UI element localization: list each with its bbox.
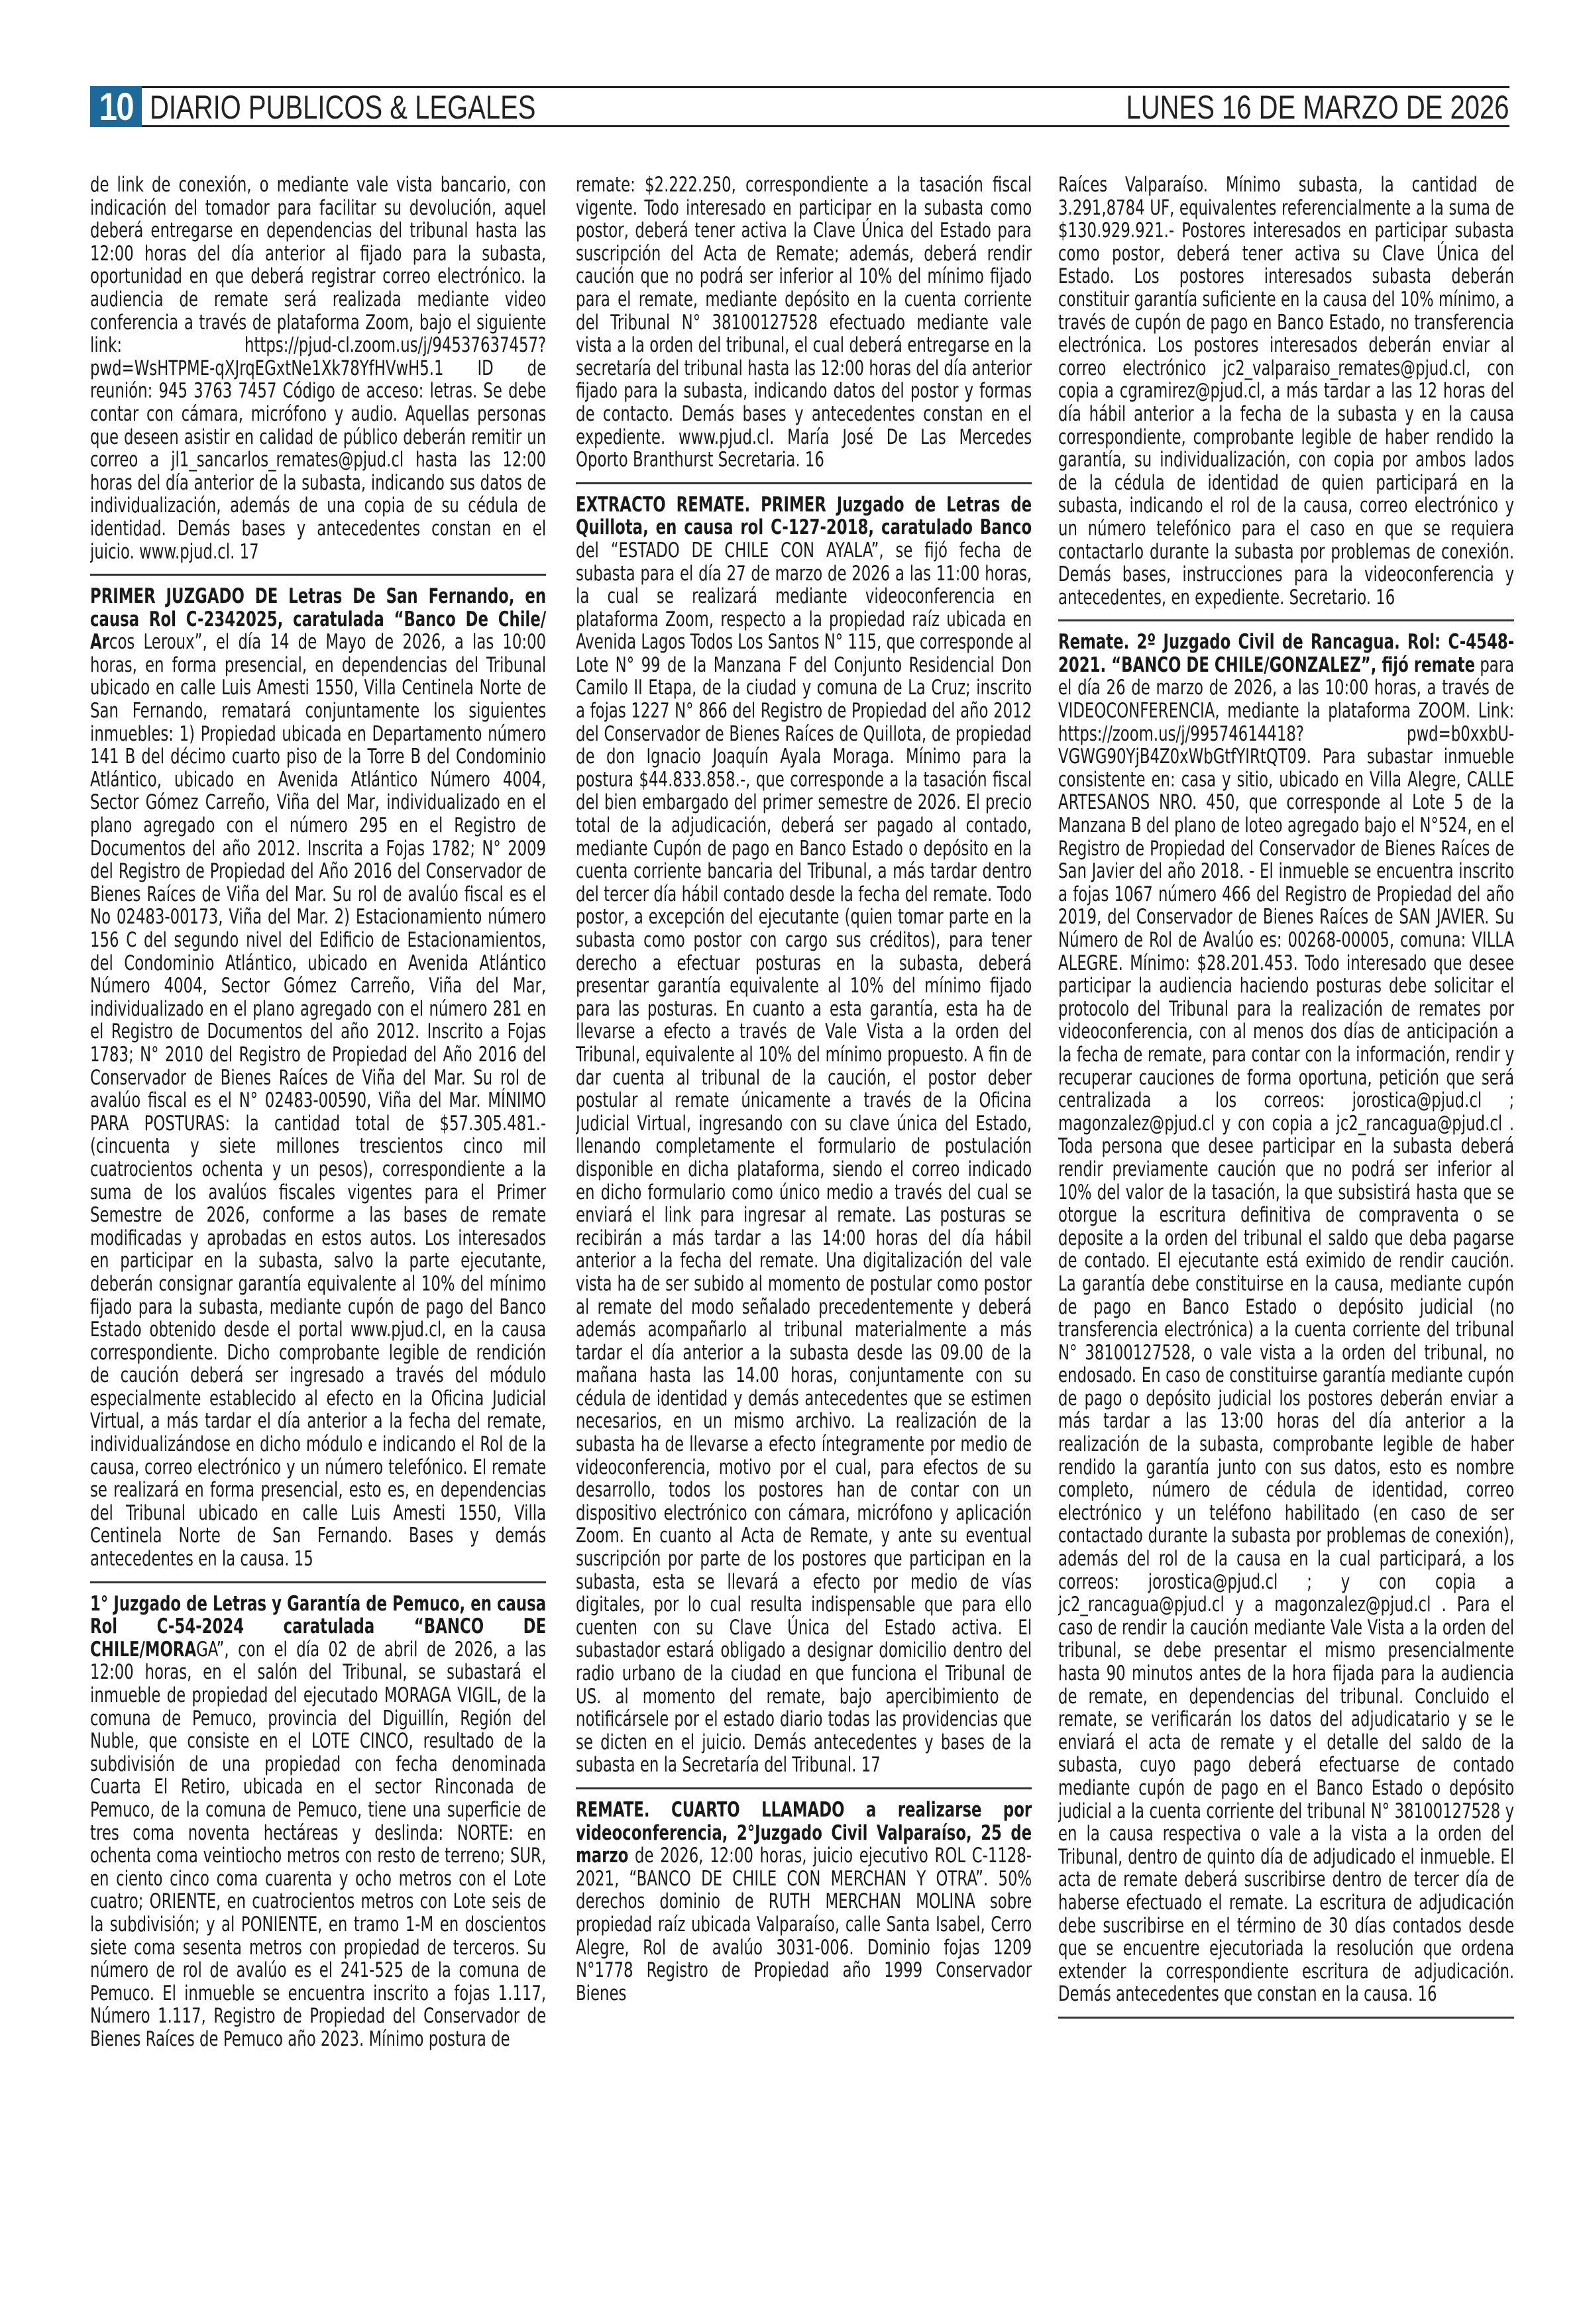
notice-heading: 1° Juzgado de Letras y Garantía de Pemuco, en causa Rol C-54-2024 caratulada “BANCO DE CHILE/MORA (90, 1591, 546, 1662)
legal-notice (1058, 631, 1514, 2006)
notice-body: cos Leroux”, el día 14 de Mayo de 2026, a las 10:00 horas, en forma presencial, en dependencias del Tribunal ubicado en calle Luis Amesti 1550, Villa Centinela Norte de San Fernando, rematará conjuntamente los siguientes inmuebles: 1) Propiedad ubicada en Departamento número 141 B del décimo cuarto piso de la Torre B del Condominio Atlántico, ubicado en Avenida Atlántico Número 4004, Sector Gómez Carreño, Viña del Mar, individualizado en el plano agregado con el número 295 en el Registro de Documentos del año 2012. Inscrita a Fojas 1782; N° 2009 del Registro de Propiedad del Año 2016 del Conservador de Bienes Raíces de Viña del Mar. Su rol de avalúo fiscal es el No 02483-00173, Viña del Mar. 2) Estacionamiento número 156 C del segundo nivel del Edificio de Estacionamientos, del Condominio Atlántico, ubicado en Avenida Atlántico Número 4004, Sector Gómez Carreño, Viña del Mar, individualizado en el plano agregado con el número 281 en el Registro de Documentos del año 2012. Inscrito a Fojas 1783; N° 2010 del Registro de Propiedad del Año 2016 del Conservador de Bienes Raíces de Viña del Mar. Su rol de avalúo fiscal es el N° 02483-00590, Viña del Mar. MÍNIMO PARA POSTURAS: la cantidad total de $57.305.481.- (cincuenta y siete millones trescientos cinco mil cuatrocientos ochenta y un pesos), correspondiente a la suma de los avalúos fiscales vigentes para el Primer Semestre de 2026, conforme a las bases de remate modificadas y aprobadas en estos autos. Los interesados en participar en la subasta, salvo la parte ejecutante, deberán consignar garantía equivalente al 10% del mínimo fijado para la subasta, mediante cupón de pago del Banco Estado obtenido desde el portal www.pjud.cl, en la causa correspondiente. Dicho comprobante legible de rendición de caución deberá ser ingresado a través del módulo especialmente establecido al efecto en la Oficina Judicial Virtual, a más tardar el día anterior a la fecha del remate, individualizándose en dicho módulo e indicando el Rol de la causa, correo electrónico y un número telefónico. El remate se realizará en forma presencial, esto es, en dependencias del Tribunal ubicado en calle Luis Amesti 1550, Villa Centinela Norte de San Fernando. Bases y demás antecedentes en la causa. 15 (90, 630, 546, 1571)
notice-heading: EXTRACTO REMATE. PRIMER Juzgado de Letras de Quillota, en causa rol C-127-2018, caratulado Banco (576, 492, 1032, 540)
legal-notice (576, 494, 1032, 1777)
legal-notice (576, 1799, 1032, 2005)
notice-body: Raíces Valparaíso. Mínimo subasta, la cantidad de 3.291,8784 UF, equivalentes referencialmente a la suma de $130.929.921.- Postores interesados en participar subasta como postor, deberá tener activa su Clave Única del Estado. Los postores interesados subasta deberán constituir garantía suficiente en la causa del 10% mínimo, a través de cupón de pago en Banco Estado, no transferencia electrónica. Los postores interesados deberán enviar al correo electrónico jc2_valparaiso_remates@pjud.cl, con copia a cgramirez@pjud.cl, a más tardar a las 12 horas del día hábil anterior a la fecha de la subasta y en la causa correspondiente, comprobante legible de haber rendido la garantía, su individualización, con copia por ambos lados de la cédula de identidad de quien participará en la subasta, indicando el rol de la causa, correo electrónico y un número telefónico para el caso en que se requiera contactarlo durante la subasta por problemas de conexión. Demás bases, instrucciones para la videoconferencia y antecedentes, en expediente. Secretario. 16 (1058, 174, 1514, 609)
notice-body: remate: $2.222.250, correspondiente a la tasación fiscal vigente. Todo interesado en participar en la subasta como postor, deberá tener activa la Clave Única del Estado para suscripción del Acta de Remate; además, deberá rendir caución que no podrá ser inferior al 10% del mínimo fijado para el remate, mediante depósito en la cuenta corriente del Tribunal N° 38100127528 efectuado mediante vale vista a la orden del tribunal, el cual deberá entregarse en la secretaría del tribunal hasta las 12:00 horas del día anterior fijado para la subasta, indicando datos del postor y formas de contacto. Demás bases y antecedentes constan en el expediente. www.pjud.cl. María José De Las Mercedes Oporto Branthurst Secretaria. 16 (576, 174, 1032, 472)
page-number: 10 (99, 85, 133, 129)
legal-notice (576, 174, 1032, 472)
publication-title: DIARIO PUBLICOS & LEGALES (150, 89, 536, 126)
page-number-badge (90, 86, 142, 127)
notice-heading: PRIMER JUZGADO DE Letras De San Fernando, en causa Rol C-2342025, caratulada “Banco De Chile/ Ar (90, 584, 546, 655)
header-rule-top (141, 86, 1509, 88)
column-3 (1058, 174, 1514, 2294)
notice-heading: Remate. 2º Juzgado Civil de Rancagua. Rol: C-4548-2021. “BANCO DE CHILE/GONZALEZ”, fijó remate (1058, 630, 1514, 677)
notice-divider (1058, 619, 1514, 621)
column-2 (576, 174, 1032, 2294)
column-1 (90, 174, 546, 2294)
legal-notice (90, 585, 546, 1571)
notice-divider (90, 1581, 546, 1583)
notice-body: de 2026, 12:00 horas, juicio ejecutivo ROL C-1128-2021, “BANCO DE CHILE CON MERCHAN Y OTRA”. 50% derechos dominio de RUTH MERCHAN MOLINA sobre propiedad raíz ubicada Valparaíso, calle Santa Isabel, Cerro Alegre, Rol de avalúo 3031-006. Dominio fojas 1209 N°1778 Registro de Propiedad año 1999 Conservador Bienes (576, 1844, 1032, 2005)
notice-heading: REMATE. CUARTO LLAMADO a realizarse por videoconferencia, 2°Juzgado Civil Valparaíso, 25 de marzo (576, 1797, 1032, 1868)
notice-body: GA”, con el día 02 de abril de 2026, a las 12:00 horas, en el salón del Tribunal, se subastará el inmueble de propiedad del ejecutado MORAGA VIGIL, de la comuna de Pemuco, provincia del Diguillín, Región del Nuble, que consiste en el LOTE CINCO, resultado de la subdivisión de una propiedad con fecha denominada Cuarta El Retiro, ubicada en el sector Rinconada de Pemuco, de la comuna de Pemuco, tiene una superficie de tres coma noventa hectáreas y deslinda: NORTE: en ochenta coma veintiocho metros con resto de terreno; SUR, en ciento cinco coma cuarenta y ocho metros con el Lote cuatro; ORIENTE, en cuatrocientos metros con Lote seis de la subdivisión; y al PONIENTE, en tramo 1-M en doscientos siete coma sesenta metros con propiedad de terceros. Su número de rol de avalúo es el 241-525 de la comuna de Pemuco. El inmueble se encuentra inscrito a fojas 1.117, Número 1.117, Registro de Propiedad del Conservador de Bienes Raíces de Pemuco año 2023. Mínimo postura de (90, 1637, 546, 2051)
notice-body: de link de conexión, o mediante vale vista bancario, con indicación del tomador para facilitar su devolución, aquel deberá entregarse en dependencias del tribunal hasta las 12:00 horas del día anterior al fijado para la subasta, oportunidad en que deberá registrar correo electrónico. la audiencia de remate será realizada mediante video conferencia a través de plataforma Zoom, bajo el siguiente link: https://pjud-cl.zoom.us/j/94537637457?pwd=WsHTPME-qXJrqEGxtNe1Xk78YfHVwH5.1 ID de reunión: 945 3763 7457 Código de acceso: letras. Se debe contar con cámara, micrófono y audio. Aquellas personas que deseen asistir en calidad de público deberán remitir un correo a jl1_sancarlos_remates@pjud.cl hasta las 12:00 horas del día anterior de la subasta, indicando sus datos de individualización, además de una copia de su cédula de identidad. Demás bases y antecedentes constan en el juicio. www.pjud.cl. 17 (90, 174, 546, 564)
notice-divider (576, 1787, 1032, 1789)
legal-notice (90, 1593, 546, 2051)
notice-divider (90, 574, 546, 576)
notice-divider (1058, 2017, 1514, 2019)
notice-body: del “ESTADO DE CHILE CON AYALA”, se fijó fecha de subasta para el día 27 de marzo de 2026 a las 11:00 horas, la cual se realizará mediante videoconferencia en plataforma Zoom, respecto a la propiedad raíz ubicada en Avenida Lagos Todos Los Santos N° 115, que corresponde al Lote N° 99 de la Manzana F del Conjunto Residencial Don Camilo II Etapa, de la ciudad y comuna de La Cruz; inscrito a fojas 1227 N° 866 del Registro de Propiedad del año 2012 del Conservador de Bienes Raíces de Quillota, de propiedad de don Ignacio Joaquín Ayala Moraga. Mínimo para la postura $44.833.858.-, que corresponde a la tasación fiscal del bien embargado del primer semestre de 2026. El precio total de la adjudicación, deberá ser pagado al contado, mediante Cupón de pago en Banco Estado o depósito en la cuenta corriente bancaria del Tribunal, a más tardar dentro del tercer día hábil contado desde la fecha del remate. Todo postor, a excepción del ejecutante (quien tomar parte en la subasta como postor con cargo sus créditos), para tener derecho a efectuar posturas en la subasta, deberá presentar garantía equivalente al 10% del mínimo fijado para las posturas. En cuanto a esta garantía, esta ha de llevarse a efecto a través de Vale Vista a la orden del Tribunal, equivalente al 10% del mínimo propuesto. A fin de dar cuenta al tribunal de la caución, el postor deber postular al remate únicamente a través de la Oficina Judicial Virtual, ingresando con su clave única del Estado, llenando completamente el formulario de postulación disponible en dicha plataforma, siendo el correo indicado en dicho formulario como único medio a través del cual se enviará el link para ingresar al remate. Las posturas se recibirán a más tardar a las 14:00 horas del día hábil anterior a la fecha del remate. Una digitalización del vale vista ha de ser subido al momento de postular como postor al remate del modo señalado precedentemente y deberá además acompañarlo al tribunal materialmente a más tardar el día anterior a la subasta desde las 09.00 de la mañana hasta las 14.00 horas, conjuntamente con su cédula de identidad y demás antecedentes que se estimen necesarios, en un mismo archivo. La realización de la subasta ha de llevarse a efecto íntegramente por medio de videoconferencia, motivo por el cual, para efectos de su desarrollo, todos los postores han de contar con un dispositivo electrónico con cámara, micrófono y aplicación Zoom. En cuanto al Acta de Remate, y ante su eventual suscripción por parte de los postores que participan en la subasta, esta se llevará a efecto por medio de vías digitales, por lo cual resulta indispensable que para ello cuenten con su Clave Única del Estado activa. El subastador estará obligado a designar domicilio dentro del radio urbano de la ciudad en que funciona el Tribunal de US. al momento del remate, bajo apercibimiento de notificársele por el estado diario todas las providencias que se dicten en el juicio. Demás antecedentes y bases de la subasta en la Secretaría del Tribunal. 17 (576, 538, 1032, 1777)
notice-body: para el día 26 de marzo de 2026, a las 10:00 horas, a través de VIDEOCONFERENCIA, mediante la plataforma ZOOM. Link: https://zoom.us/j/99574614418? pwd=b0xxbU-VGWG90YjB4Z0xWbGtfYIRtQT09. Para subastar inmueble consistente en: casa y sitio, ubicado en Villa Alegre, CALLE ARTESANOS NRO. 450, que corresponde al Lote 5 de la Manzana B del plano de loteo agregado bajo el N°524, en el Registro de Propiedad del Conservador de Bienes Raíces de San Javier del año 2018. - El inmueble se encuentra inscrito a fojas 1067 número 466 del Registro de Propiedad del año 2019, del Conservador de Bienes Raíces de SAN JAVIER. Su Número de Rol de Avalúo es: 00268-00005, comuna: VILLA ALEGRE. Mínimo: $28.201.453. Todo interesado que desee participar la audiencia haciendo posturas debe solicitar el protocolo del Tribunal para la realización de remates por videoconferencia, con al menos dos días de anticipación a la fecha de remate, para contar con la información, rendir y recuperar cauciones de forma oportuna, petición que será centralizada a los correos: jorostica@pjud.cl ; magonzalez@pjud.cl y con copia a jc2_rancagua@pjud.cl . Toda persona que desee participar en la subasta deberá rendir previamente caución que no podrá ser inferior al 10% del valor de la tasación, la que subsistirá hasta que se otorgue la escritura definitiva de compraventa o se deposite a la orden del tribunal el saldo que deba pagarse de contado. El ejecutante está eximido de rendir caución. La garantía debe constituirse en la causa, mediante cupón de pago en Banco Estado o depósito judicial (no transferencia electrónica) a la cuenta corriente del tribunal N° 38100127528, o vale vista a la orden del tribunal, no endosado. En caso de constituirse garantía mediante cupón de pago o depósito judicial los postores deberán enviar a más tardar a las 13:00 horas del día anterior a la realización de la subasta, comprobante legible de haber rendido la garantía junto con sus datos, esto es nombre completo, número de cédula de identidad, correo electrónico y un teléfono habilitado (en caso de ser contactado durante la subasta por problemas de conexión), además del rol de la causa en la cual participará, a los correos: jorostica@pjud.cl ; y con copia a jc2_rancagua@pjud.cl y a magonzalez@pjud.cl . Para el caso de rendir la caución mediante Vale Vista a la orden del tribunal, se debe presentar el mismo presencialmente hasta 90 minutos antes de la hora fijada para la audiencia de remate, en dependencias del tribunal. Concluido el remate, se verificarán los datos del adjudicatario y se le enviará el acta de remate y el detalle del saldo de la subasta, cuyo pago deberá efectuarse de contado mediante cupón de pago en el Banco Estado o depósito judicial a la cuenta corriente del tribunal N° 38100127528 y en la causa respectiva o vale a la vista a la orden del Tribunal, dentro de quinto día de adjudicado el inmueble. El acta de remate deberá suscribirse dentro de tercer día de haberse efectuado el remate. La escritura de adjudicación debe suscribirse en el término de 30 días contados desde que se encuentre ejecutoriada la resolución que ordena extender la correspondiente escritura de adjudicación. Demás antecedentes que constan en la causa. 16 (1058, 653, 1514, 2007)
issue-date: LUNES 16 DE MARZO DE 2026 (1126, 89, 1509, 126)
notice-divider (576, 482, 1032, 484)
legal-notice (1058, 174, 1514, 609)
legal-notice (90, 174, 546, 563)
